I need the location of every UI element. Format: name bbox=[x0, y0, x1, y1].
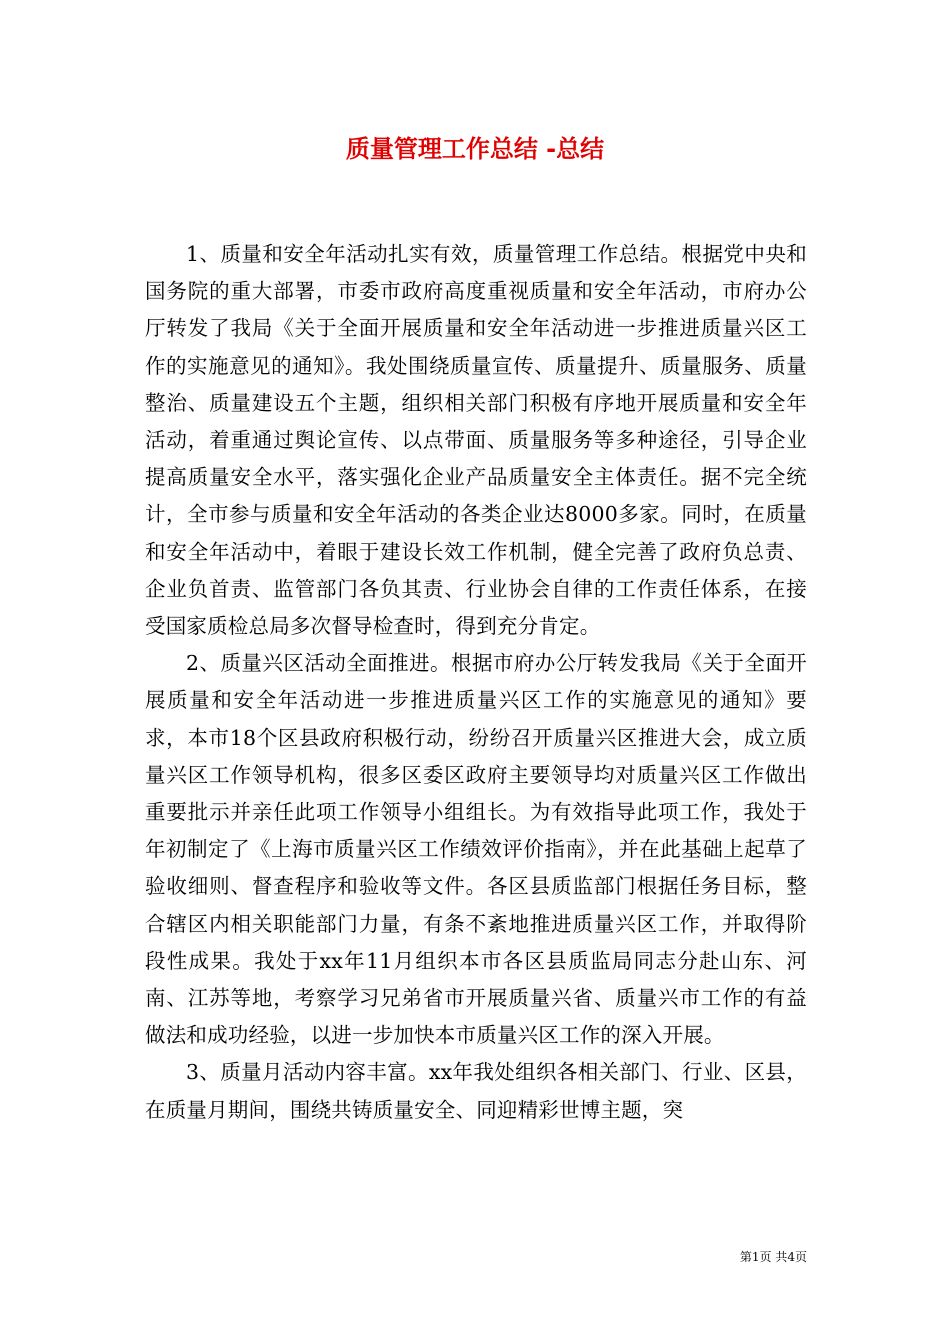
page-number-footer: 第1页 共4页 bbox=[739, 1250, 807, 1264]
document-title: 质量管理工作总结 -总结 bbox=[345, 135, 605, 163]
paragraph-2: 2、质量兴区活动全面推进。根据市府办公厅转发我局《关于全面开展质量和安全年活动进一步推进质量兴区工作的实施意见的通知》要求，本市18个区县政府积极行动，纷纷召开质量兴区推进大会，成立质量兴区工作领导机构，很多区委区政府主要领导均对质量兴区工作做出重要批示并亲任此项工作领导小组组长。为有效指导此项工作，我处于年初制定了《上海市质量兴区工作绩效评价指南》，并在此基础上起草了验收细则、督查程序和验收等文件。各区县质监部门根据任务目标，整合辖区内相关职能部门力量，有条不紊地推进质量兴区工作，并取得阶段性成果。我处于xx年11月组织本市各区县质监局同志分赴山东、河南、江苏等地，考察学习兄弟省市开展质量兴省、质量兴市工作的有益做法和成功经验，以进一步加快本市质量兴区工作的深入开展。 bbox=[145, 651, 807, 1048]
document-body bbox=[145, 236, 807, 1129]
paragraph-3: 3、质量月活动内容丰富。xx年我处组织各相关部门、行业、区县，在质量月期间，围绕共铸质量安全、同迎精彩世博主题，突 bbox=[145, 1060, 807, 1122]
paragraph-1: 1、质量和安全年活动扎实有效，质量管理工作总结。根据党中央和国务院的重大部署，市委市政府高度重视质量和安全年活动，市府办公厅转发了我局《关于全面开展质量和安全年活动进一步推进质量兴区工作的实施意见的通知》。我处围绕质量宣传、质量提升、质量服务、质量整治、质量建设五个主题，组织相关部门积极有序地开展质量和安全年活动，着重通过舆论宣传、以点带面、质量服务等多种途径，引导企业提高质量安全水平，落实强化企业产品质量安全主体责任。据不完全统计，全市参与质量和安全年活动的各类企业达8000多家。同时，在质量和安全年活动中，着眼于建设长效工作机制，健全完善了政府负总责、企业负首责、监管部门各负其责、行业协会自律的工作责任体系，在接受国家质检总局多次督导检查时，得到充分肯定。 bbox=[145, 242, 807, 639]
